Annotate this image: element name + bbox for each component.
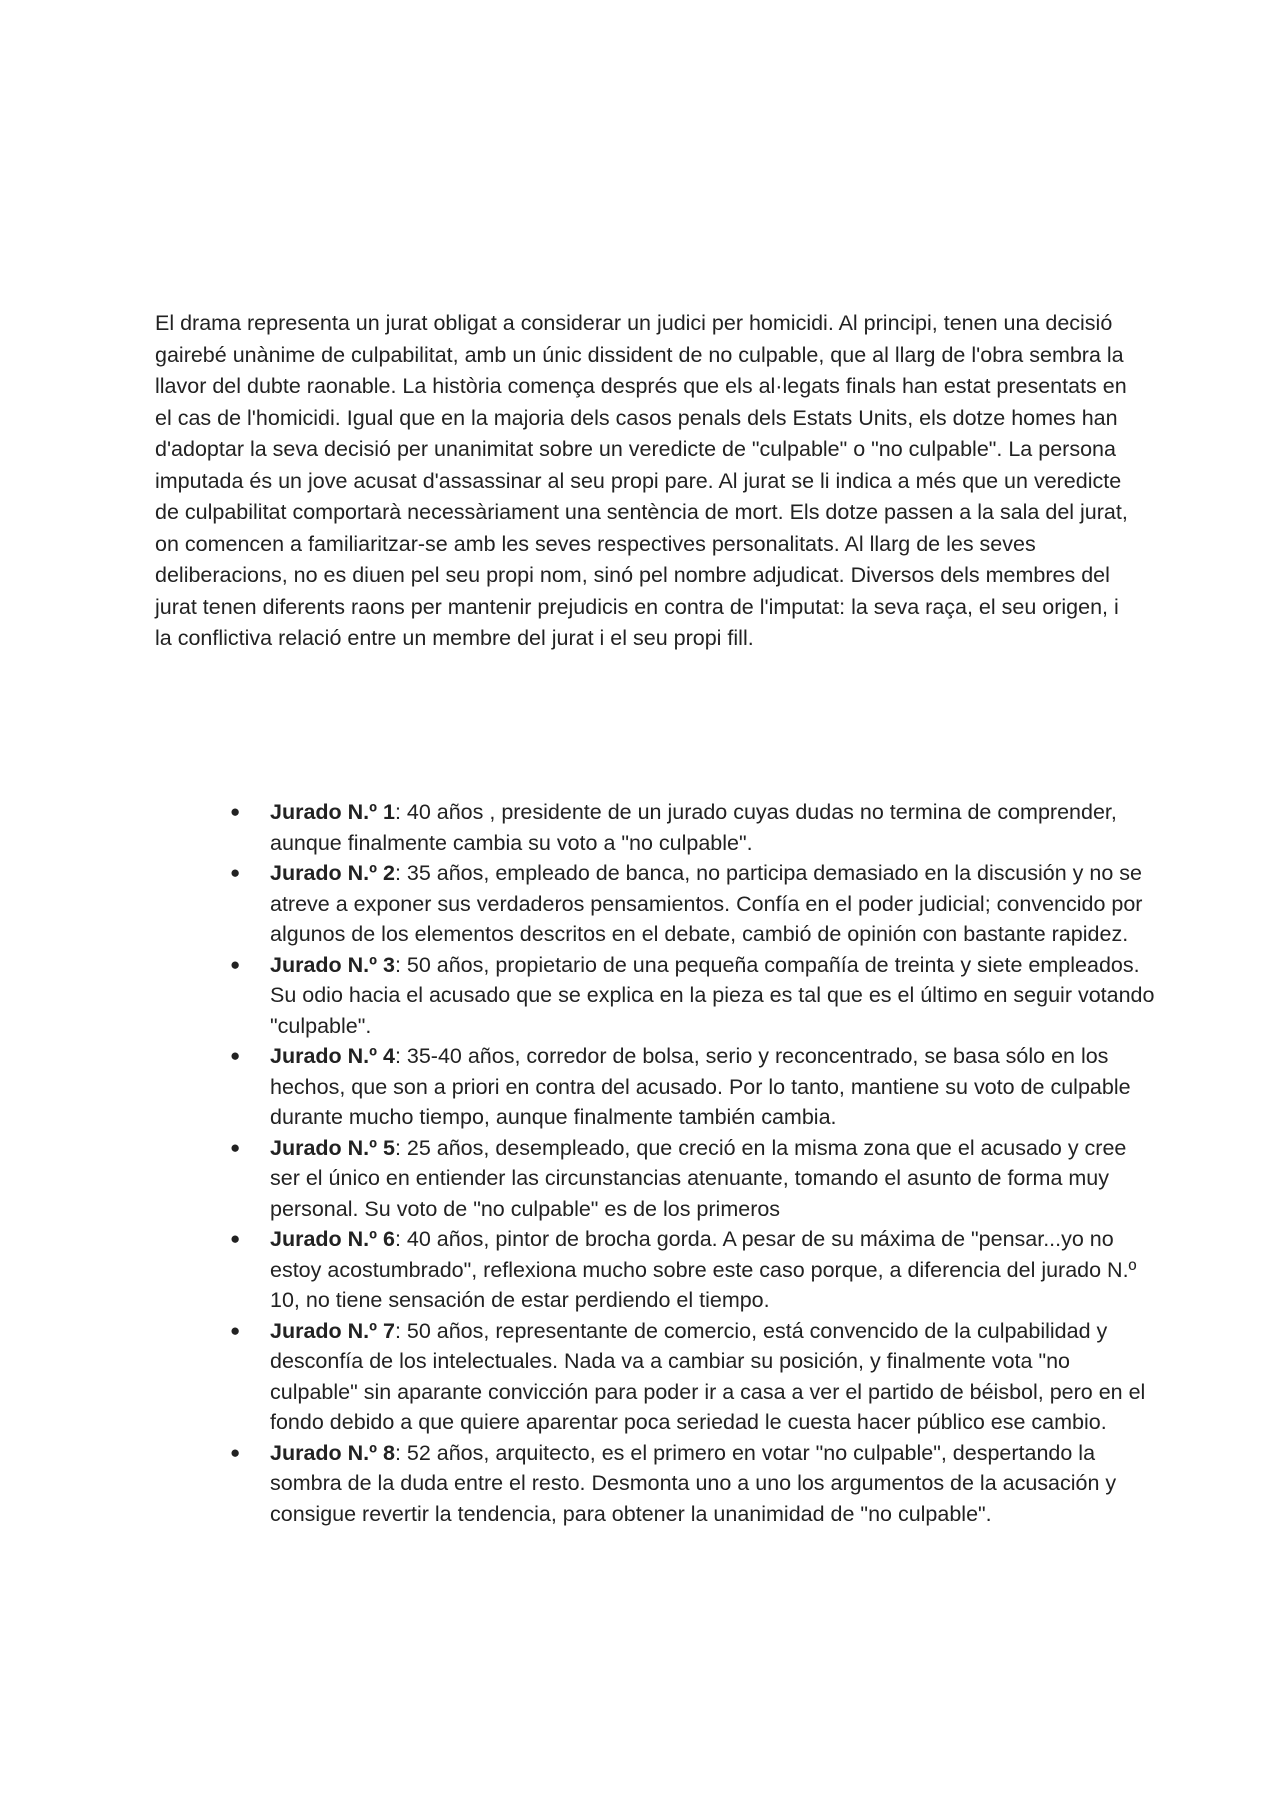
bullet-icon: ●	[230, 1442, 241, 1462]
juror-description: : 25 años, desempleado, que creció en la misma zona que el acusado y cree ser el único en entiender las circunstancias atenuante, tomando el asunto de forma muy personal. Su voto de "no culpable" es de los primeros	[270, 1135, 1127, 1221]
juror-label: Jurado N.º 2	[270, 861, 395, 885]
bullet-icon: ●	[230, 1229, 241, 1248]
juror-description: : 35 años, empleado de banca, no participa demasiado en la discusión y no se atreve a exponer sus verdaderos pensamientos. Confía en el poder judicial; convencido por algunos de los elementos descritos en el debate, cambió de opinión con bastante rapidez.	[270, 861, 1143, 946]
list-item	[155, 1224, 1155, 1316]
list-item	[155, 1438, 1155, 1530]
list-item	[155, 1041, 1155, 1133]
bullet-icon: ●	[230, 954, 241, 974]
bullet-icon: ●	[230, 802, 241, 821]
juror-description: : 52 años, arquitecto, es el primero en votar "no culpable", despertando la sombra de la duda entre el resto. Desmonta uno a uno los argumentos de la acusación y consigue revertir la tendencia, para obtener la unanimidad de "no culpable".	[270, 1440, 1117, 1526]
juror-description: : 40 años , presidente de un jurado cuyas dudas no termina de comprender, aunque finalmente cambia su voto a "no culpable".	[270, 800, 1117, 855]
bullet-icon: ●	[230, 863, 241, 882]
juror-description: : 40 años, pintor de brocha gorda. A pesar de su máxima de "pensar...yo no estoy acostumbrado", reflexiona mucho sobre este caso porque, a diferencia del jurado N.º 10, no tiene sensación de estar perdiendo el tiempo.	[270, 1227, 1137, 1312]
juror-label: Jurado N.º 6	[270, 1227, 395, 1251]
juror-label: Jurado N.º 4	[270, 1044, 395, 1068]
bullet-icon: ●	[230, 1320, 241, 1340]
juror-label: Jurado N.º 1	[270, 800, 395, 824]
list-item	[155, 1316, 1155, 1438]
juror-label: Jurado N.º 8	[270, 1440, 395, 1465]
bullet-icon: ●	[230, 1046, 241, 1065]
juror-description: : 50 años, representante de comercio, está convencido de la culpabilidad y desconfía de los intelectuales. Nada va a cambiar su posición, y finalmente vota "no culpable" sin aparante convicción para poder ir a casa a ver el partido de béisbol, pero en el fondo debido a que quiere aparentar poca seriedad le cuesta hacer público ese cambio.	[270, 1318, 1146, 1434]
juror-label: Jurado N.º 3	[270, 952, 395, 977]
list-item	[155, 950, 1155, 1042]
juror-list	[155, 797, 1155, 1529]
juror-description: : 35-40 años, corredor de bolsa, serio y reconcentrado, se basa sólo en los hechos, que son a priori en contra del acusado. Por lo tanto, mantiene su voto de culpable durante mucho tiempo, aunque finalmente también cambia.	[270, 1044, 1131, 1129]
list-item	[155, 797, 1155, 858]
bullet-icon: ●	[230, 1137, 241, 1157]
juror-description: : 50 años, propietario de una pequeña compañía de treinta y siete empleados. Su odio hacia el acusado que se explica en la pieza es tal que es el último en seguir votando "culpable".	[270, 952, 1155, 1038]
juror-label: Jurado N.º 7	[270, 1318, 395, 1343]
list-item	[155, 1133, 1155, 1225]
intro-paragraph: El drama representa un jurat obligat a considerar un judici per homicidi. Al principi, tenen una decisió gairebé unànime de culpabilitat, amb un únic dissident de no culpable, que al llarg de l'obra sembra la llavor del dubte raonable. La història comença després que els al·legats finals han estat presentats en el cas de l'homicidi. Igual que en la majoria dels casos penals dels Estats Units, els dotze homes han d'adoptar la seva decisió per unanimitat sobre un veredicte de "culpable" o "no culpable". La persona imputada és un jove acusat d'assassinar al seu propi pare. Al jurat se li indica a més que un veredicte de culpabilitat comportarà necessàriament una sentència de mort. Els dotze passen a la sala del jurat, on comencen a familiaritzar-se amb les seves respectives personalitats. Al llarg de les seves deliberacions, no es diuen pel seu propi nom, sinó pel nombre adjudicat. Diversos dels membres del jurat tenen diferents raons per mantenir prejudicis en contra de l'imputat: la seva raça, el seu origen, i la conflictiva relació entre un membre del jurat i el seu propi fill.	[155, 311, 1128, 650]
juror-label: Jurado N.º 5	[270, 1135, 395, 1160]
list-item	[155, 858, 1155, 950]
